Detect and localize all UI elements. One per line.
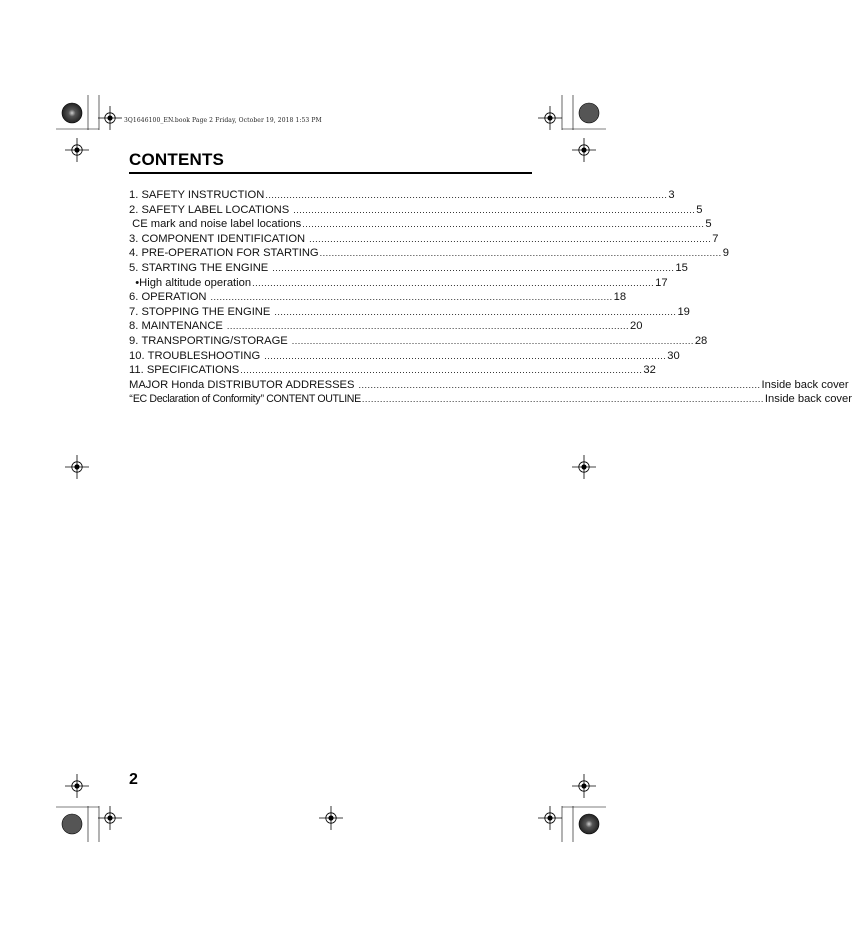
toc-leader-dots: ...................................................................................................................................... xyxy=(355,379,761,390)
corner-disc-top-left xyxy=(62,103,82,123)
toc-row[interactable] xyxy=(129,247,729,262)
title-rule xyxy=(129,172,532,174)
toc-row[interactable] xyxy=(129,320,643,335)
toc-number: 8. xyxy=(129,320,139,333)
toc-page: 5 xyxy=(696,203,703,216)
toc-leader-dots: ...................................................................................................................................... xyxy=(306,233,712,244)
toc-row[interactable] xyxy=(129,189,675,204)
toc-leader-dots: ...................................................................................................................................... xyxy=(269,262,675,273)
toc-leader-dots: ...................................................................................................................................... xyxy=(252,277,655,288)
toc-row[interactable] xyxy=(129,276,668,292)
toc-row[interactable] xyxy=(129,203,703,219)
toc-page: 32 xyxy=(643,364,656,377)
toc-row-extra[interactable] xyxy=(129,393,852,408)
print-slug-line: 3Q1646100_EN.book Page 2 Friday, October 19, 2018 1:53 PM xyxy=(124,117,322,124)
toc-number: 1. xyxy=(129,189,139,201)
page-title: CONTENTS xyxy=(129,150,225,169)
toc-title: SPECIFICATIONS xyxy=(146,364,240,377)
toc-page: 15 xyxy=(675,261,688,274)
toc-number: 6. xyxy=(129,291,139,304)
toc-leader-dots: ...................................................................................................................................... xyxy=(271,306,677,317)
toc-title: SAFETY INSTRUCTION xyxy=(141,189,265,201)
toc-title: MAJOR Honda DISTRIBUTOR ADDRESSES xyxy=(129,378,355,391)
toc-leader-dots: ...................................................................................................................................... xyxy=(261,350,667,361)
toc-title: CE mark and noise label locations xyxy=(132,218,302,231)
toc-title: •High altitude operation xyxy=(135,276,252,289)
toc-title: MAINTENANCE xyxy=(141,320,223,333)
toc-leader-dots: ...................................................................................................................................... xyxy=(265,190,668,200)
toc-leader-dots: ...................................................................................................................................... xyxy=(223,321,629,332)
toc-page: Inside back cover xyxy=(764,393,852,406)
toc-page: 20 xyxy=(629,320,643,333)
toc-row[interactable] xyxy=(129,364,656,379)
table-of-contents xyxy=(129,189,852,408)
toc-row-extra[interactable] xyxy=(129,378,849,394)
toc-title: ‘‘EC Declaration of Conformity’’ CONTENT OUTLINE xyxy=(129,393,361,406)
page-number: 2 xyxy=(129,771,138,788)
corner-disc-bottom-left xyxy=(62,814,82,834)
toc-row[interactable] xyxy=(129,334,708,350)
toc-page: 30 xyxy=(667,349,680,362)
toc-leader-dots: ...................................................................................................................................... xyxy=(288,335,694,346)
toc-row[interactable] xyxy=(129,305,690,321)
toc-leader-dots: ...................................................................................................................................... xyxy=(319,248,722,259)
toc-number: 11. xyxy=(129,364,144,377)
toc-number: 3. xyxy=(129,232,139,245)
toc-title: SAFETY LABEL LOCATIONS xyxy=(141,203,290,216)
toc-title: OPERATION xyxy=(141,291,207,304)
toc-number: 10. xyxy=(129,349,145,362)
toc-leader-dots: ...................................................................................................................................... xyxy=(290,204,696,215)
toc-number: 7. xyxy=(129,305,139,318)
toc-leader-dots: ...................................................................................................................................... xyxy=(207,292,613,303)
toc-title: STARTING THE ENGINE xyxy=(141,261,269,274)
toc-page: 9 xyxy=(722,247,729,260)
toc-leader-dots: ...................................................................................................................................... xyxy=(361,394,764,405)
toc-page: Inside back cover xyxy=(761,378,849,391)
toc-row[interactable] xyxy=(129,218,712,233)
toc-number: 9. xyxy=(129,334,139,347)
corner-disc-bottom-right xyxy=(579,814,599,834)
toc-leader-dots: ...................................................................................................................................... xyxy=(302,219,705,230)
toc-title: STOPPING THE ENGINE xyxy=(141,305,271,318)
toc-number: 2. xyxy=(129,203,139,216)
toc-number: 5. xyxy=(129,261,139,274)
toc-page: 18 xyxy=(613,291,627,304)
toc-title: COMPONENT IDENTIFICATION xyxy=(141,232,306,245)
toc-leader-dots: ...................................................................................................................................... xyxy=(240,365,643,376)
toc-title: TROUBLESHOOTING xyxy=(147,349,261,362)
toc-row[interactable] xyxy=(129,291,627,306)
toc-row[interactable] xyxy=(129,232,719,248)
toc-row[interactable] xyxy=(129,261,688,277)
toc-page: 5 xyxy=(705,218,712,231)
toc-page: 7 xyxy=(712,232,719,245)
toc-page: 19 xyxy=(677,305,690,318)
toc-page: 17 xyxy=(655,276,668,289)
toc-page: 3 xyxy=(668,189,675,201)
toc-title: PRE-OPERATION FOR STARTING xyxy=(141,247,319,260)
toc-title: TRANSPORTING/STORAGE xyxy=(141,334,288,347)
toc-row[interactable] xyxy=(129,349,680,365)
toc-number: 4. xyxy=(129,247,139,260)
corner-disc-top-right xyxy=(579,103,599,123)
toc-page: 28 xyxy=(694,334,708,347)
